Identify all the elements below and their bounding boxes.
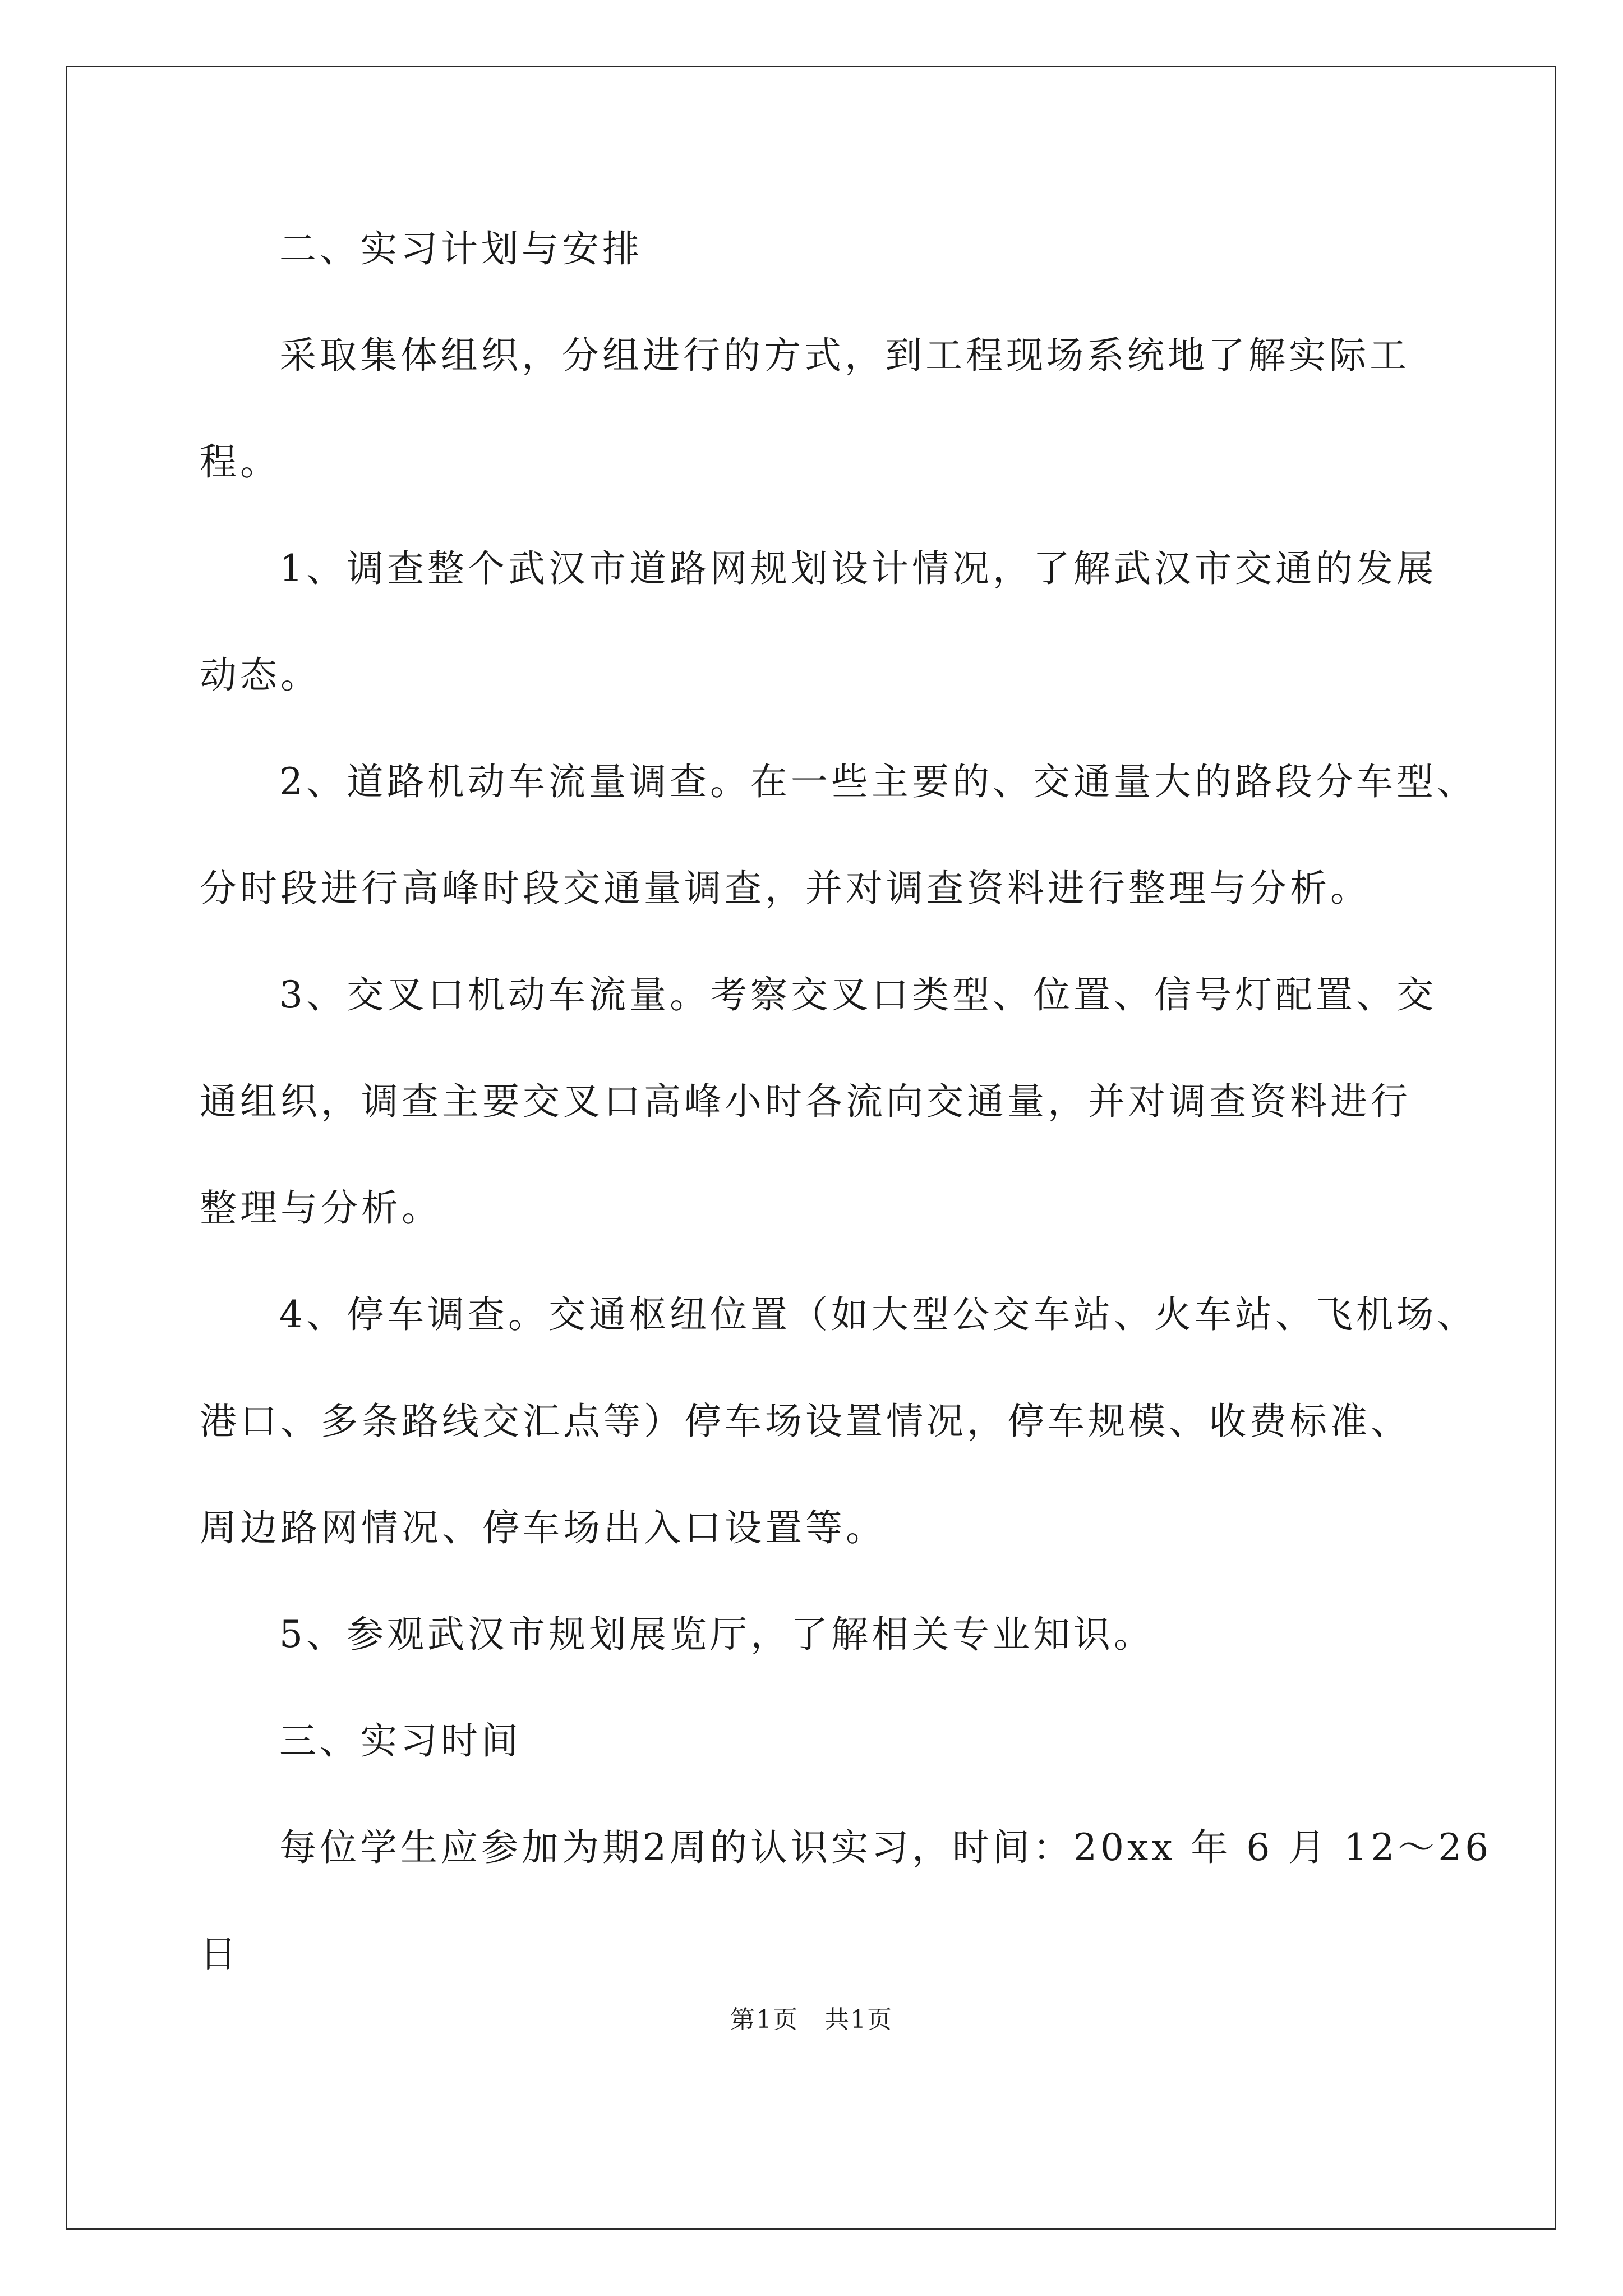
paragraph-line: 周边路网情况、停车场出入口设置等。 [200, 1506, 886, 1549]
paragraph-line: 动态。 [200, 654, 321, 697]
page-footer: 第1页 共1页 [730, 2005, 893, 2034]
paragraph-line: 采取集体组织，分组进行的方式，到工程现场系统地了解实际工 [279, 334, 1410, 377]
paragraph-line: 通组织，调查主要交叉口高峰小时各流向交通量，并对调查资料进行 [200, 1080, 1411, 1123]
paragraph-line: 2、道路机动车流量调查。在一些主要的、交通量大的路段分车型、 [279, 760, 1477, 803]
paragraph-line: 程。 [200, 440, 280, 484]
paragraph-line: 1、调查整个武汉市道路网规划设计情况，了解武汉市交通的发展 [279, 547, 1437, 590]
section-heading-3: 三、实习时间 [279, 1719, 522, 1763]
paragraph-line: 每位学生应参加为期2周的认识实习，时间：20xx 年 6 月 12～26 [279, 1826, 1492, 1869]
paragraph-line: 3、交叉口机动车流量。考察交叉口类型、位置、信号灯配置、交 [279, 973, 1437, 1016]
section-heading-2: 二、实习计划与安排 [279, 227, 643, 270]
paragraph-line: 5、参观武汉市规划展览厅，了解相关专业知识。 [279, 1613, 1154, 1656]
page-border [66, 66, 1556, 2230]
paragraph-line: 4、停车调查。交通枢纽位置（如大型公交车站、火车站、飞机场、 [279, 1293, 1477, 1336]
paragraph-line: 分时段进行高峰时段交通量调查，并对调查资料进行整理与分析。 [200, 867, 1371, 910]
paragraph-line: 整理与分析。 [200, 1186, 442, 1230]
paragraph-line: 港口、多条路线交汇点等）停车场设置情况，停车规模、收费标准、 [200, 1400, 1411, 1443]
paragraph-line: 日 [200, 1932, 240, 1976]
